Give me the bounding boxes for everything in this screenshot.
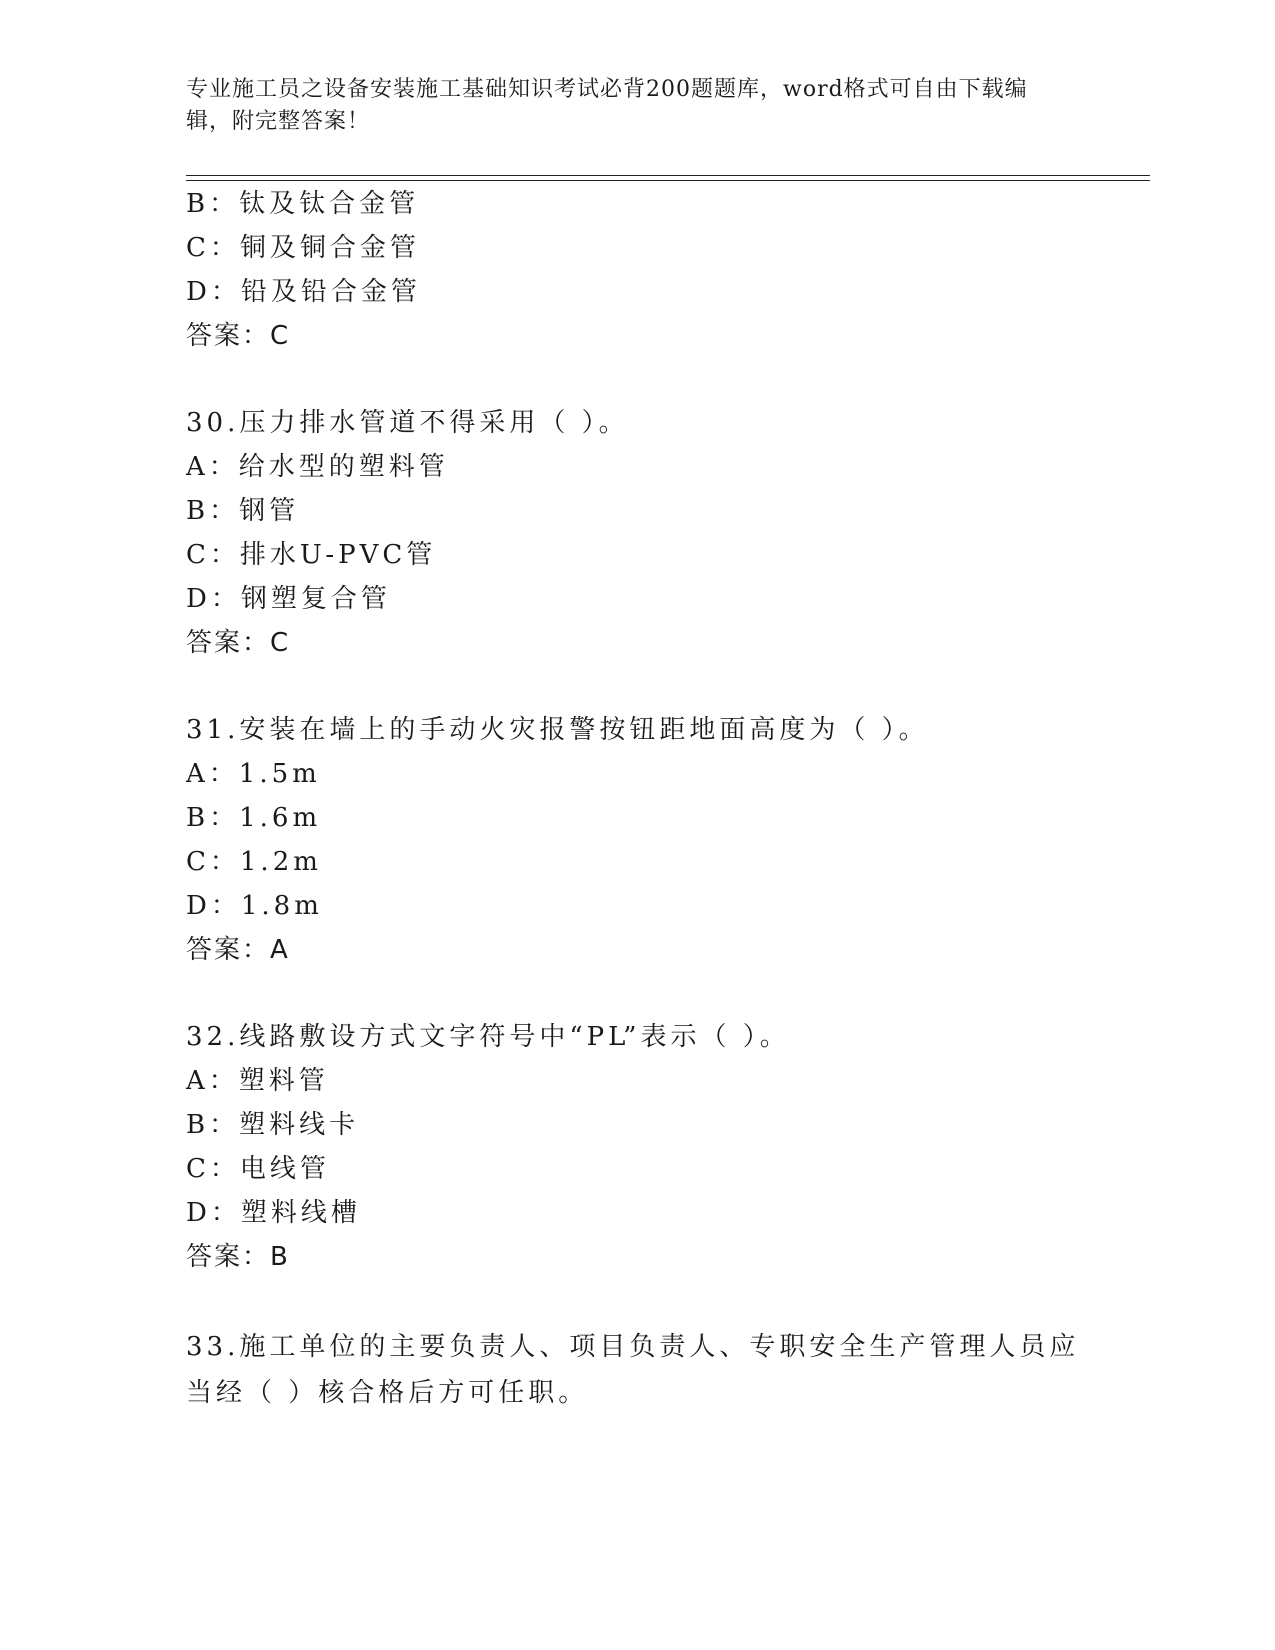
q31-option-c: C：1.2m	[186, 847, 322, 877]
q31-option-a: A：1.5m	[186, 759, 321, 789]
q29-option-d: D：铅及铅合金管	[186, 277, 421, 307]
header-rule-bottom	[186, 180, 1150, 181]
q32-option-a: A：塑料管	[186, 1066, 329, 1096]
q30-question: 30.压力排水管道不得采用（ ）。	[186, 408, 629, 438]
q30-option-a: A：给水型的塑料管	[186, 452, 449, 482]
q30-answer: 答案：C	[186, 628, 291, 658]
q31-answer: 答案：A	[186, 935, 290, 965]
q29-option-b: B：钛及钛合金管	[186, 189, 420, 219]
document-header: 专业施工员之设备安装施工基础知识考试必背200题题库，word格式可自由下载编辑，附完整答案！	[186, 77, 1028, 134]
header-rule-top	[186, 175, 1150, 176]
q30-option-d: D：钢塑复合管	[186, 584, 391, 614]
q32-option-c: C：电线管	[186, 1154, 330, 1184]
q32-answer: 答案：B	[186, 1242, 290, 1272]
q29-answer: 答案：C	[186, 321, 291, 351]
q31-question: 31.安装在墙上的手动火灾报警按钮距地面高度为（ ）。	[186, 715, 929, 745]
q33-question: 33.施工单位的主要负责人、项目负责人、专职安全生产管理人员应当经（ ）核合格后方可任职。	[186, 1332, 1080, 1408]
q30-option-b: B：钢管	[186, 496, 300, 526]
q32-option-b: B：塑料线卡	[186, 1110, 360, 1140]
q32-option-d: D：塑料线槽	[186, 1198, 361, 1228]
q31-option-b: B：1.6m	[186, 803, 322, 833]
q29-option-c: C：铜及铜合金管	[186, 233, 420, 263]
q31-option-d: D：1.8m	[186, 891, 323, 921]
q32-question: 32.线路敷设方式文字符号中“PL”表示（ ）。	[186, 1022, 790, 1052]
q30-option-c: C：排水U-PVC管	[186, 540, 437, 570]
